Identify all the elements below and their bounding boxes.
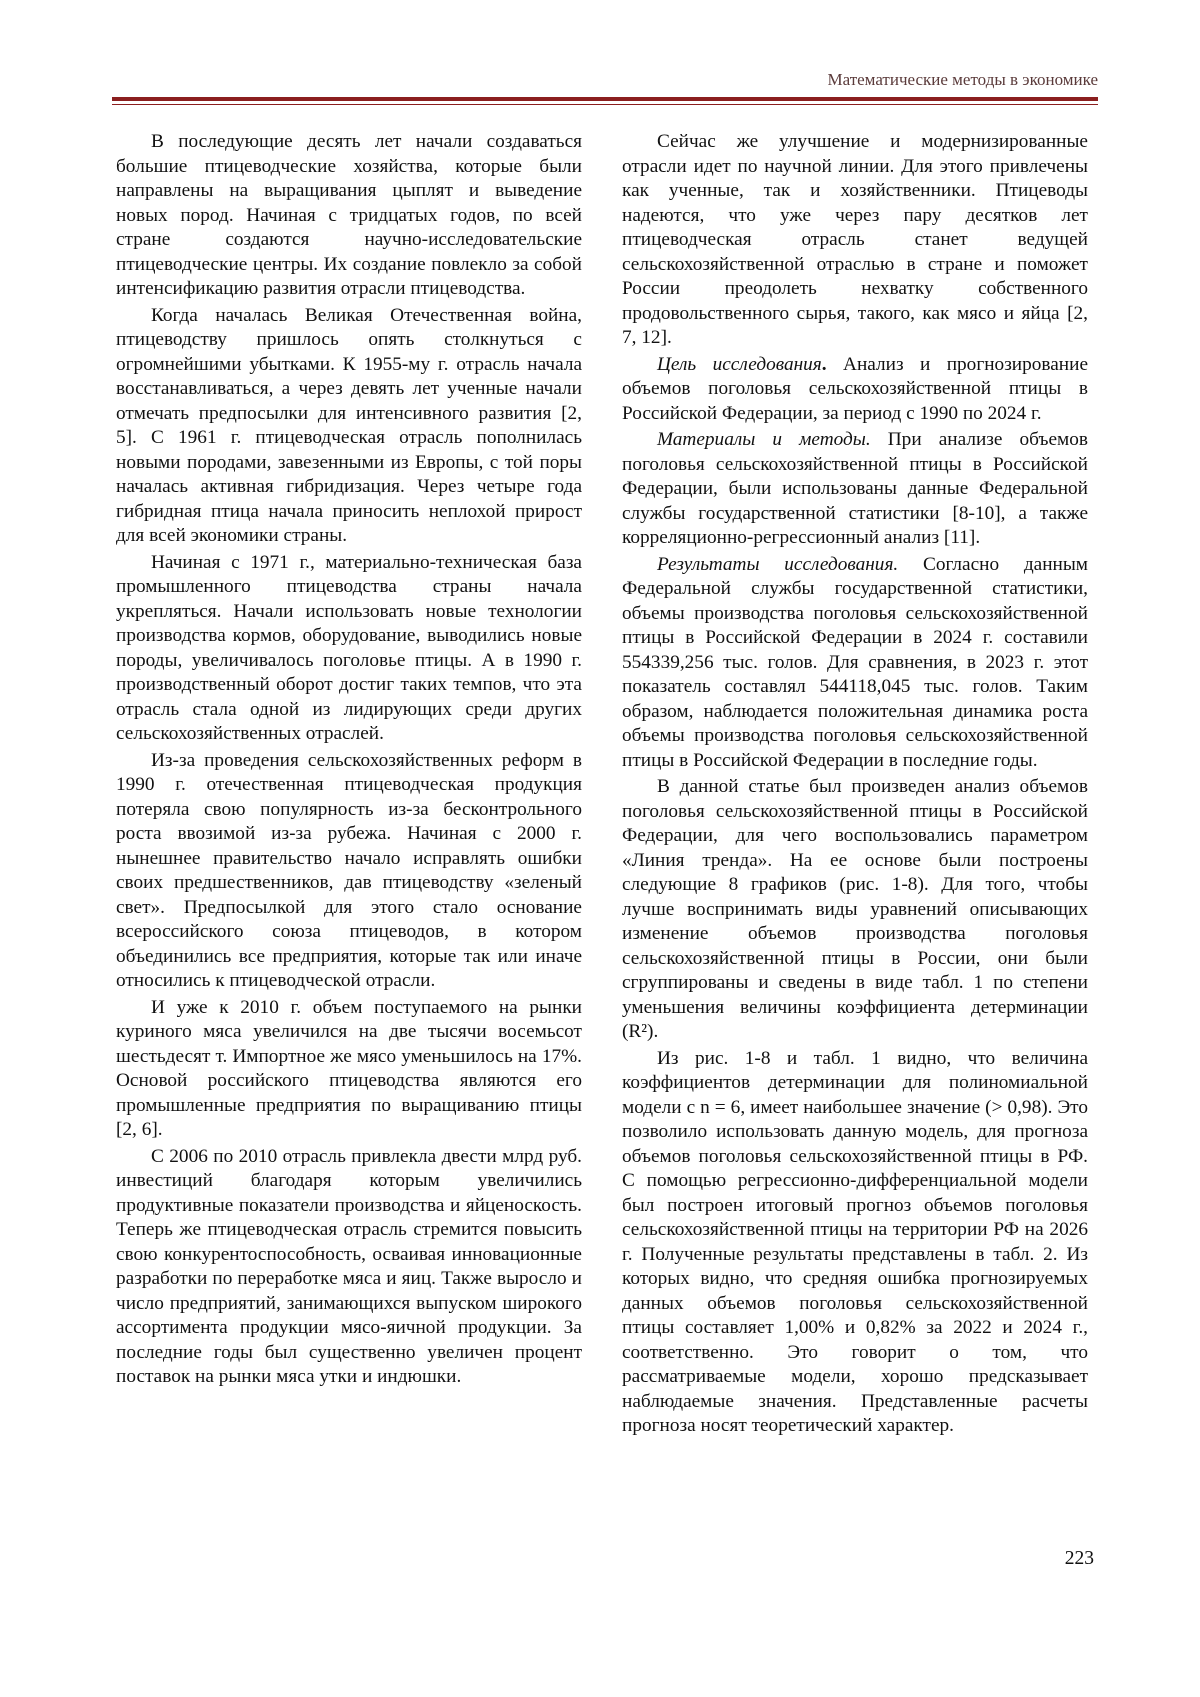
section-label-methods: Материалы и методы. bbox=[657, 429, 871, 450]
running-head-title: Математические методы в экономике bbox=[827, 70, 1098, 89]
section-label-dot: . bbox=[821, 353, 827, 375]
page-number: 223 bbox=[1064, 1548, 1094, 1569]
research-goal-paragraph bbox=[622, 353, 1088, 427]
paragraph: В последующие десять лет начали создаваться большие птицеводческие хозяйства, которые были направлены на выращивания цыплят и выведение новых пород. Начиная с тридцатых годов, по всей стране создаются научно-исследовательские птицеводческие центры. Их создание повлекло за собой интенсификацию развития отрасли птицеводства. bbox=[116, 131, 582, 299]
paragraph: Из рис. 1-8 и табл. 1 видно, что величина коэффициентов детерминации для полиномиальной модели с n = 6, имеет наибольшее значение (> 0,98). Это позволило использовать данную модель, для прогноза объемов поголовья сельскохозяйственной птицы в РФ. С помощью регрессионно-дифференциальной модели был построен итоговый прогноз объемов поголовья сельскохозяйственной птицы на территории РФ на 2026 г. Полученные результаты представлены в табл. 2. Из которых видно, что средняя ошибка прогнозируемых данных объемов поголовья сельскохозяйственной птицы составляет 1,00% и 0,82% за 2022 и 2024 г., соответственно. Это говорит о том, что рассматриваемые модели, хорошо предсказывает наблюдаемые значения. Представленные расчеты прогноза носят теоретический характер. bbox=[622, 1047, 1088, 1436]
header-rule-thin bbox=[112, 104, 1098, 105]
paragraph: И уже к 2010 г. объем поступаемого на рынки куриного мяса увеличился на две тысячи восемьсот шестьдесят т. Импортное же мясо уменьшилось на 17%. Основой российского птицеводства являются его промышленные предприятия по выращиванию птицы [2, 6]. bbox=[116, 996, 582, 1140]
paragraph: Начиная с 1971 г., материально-техническая база промышленного птицеводства страны начала укрепляться. Начали использовать новые технологии производства кормов, оборудование, выводились новые породы, увеличивалось поголовье птицы. А в 1990 г. производственный оборот достиг таких темпов, что эта отрасль стала одной из лидирующих среди других сельскохозяйственных отраслей. bbox=[116, 551, 582, 744]
left-column bbox=[116, 130, 582, 1392]
right-column bbox=[622, 130, 1088, 1441]
paragraph: Из-за проведения сельскохозяйственных реформ в 1990 г. отечественная птицеводческая продукция потеряла свою популярность из-за бесконтрольного роста ввозимой из-за рубежа. Начиная с 2000 г. нынешнее правительство начало исправлять ошибки своих предшественников, дав птицеводству «зеленый свет». Предпосылкой для этого стало основание всероссийского союза птицеводов, в котором объединились все предприятия, которые так или иначе относились к птицеводческой отрасли. bbox=[116, 749, 582, 991]
paragraph: Когда началась Великая Отечественная война, птицеводству пришлось опять столкнуться с огромнейшими убытками. К 1955-му г. отрасль начала восстанавливаться, а через девять лет ученные начали отмечать предпосылки для интенсивного развития [2, 5]. С 1961 г. птицеводческая отрасль пополнилась новыми породами, завезенными из Европы, с той поры началась активная гибридизация. Через четыре года гибридная птица начала приносить неплохой прирост для всей экономики страны. bbox=[116, 304, 582, 546]
paragraph-text: Анализ и прогнозирование объемов поголовья сельскохозяйственной птицы в Российской Федерации, за период с 1990 по 2024 г. bbox=[622, 353, 1089, 424]
paragraph-text: Согласно данным Федеральной службы государственной статистики, объемы производства поголовья сельскохозяйственной птицы в Российской Федерации в 2024 г. составили 554339,256 тыс. голов. Для сравнения, в 2023 г. этот показатель составлял 544118,045 тыс. голов. Таким образом, наблюдается положительная динамика роста объемы производства поголовья сельскохозяйственной птицы в Российской Федерации в последние годы. bbox=[622, 553, 1088, 771]
paragraph: В данной статье был произведен анализ объемов поголовья сельскохозяйственной птицы в Российской Федерации, для чего воспользовались параметром «Линия тренда». На ее основе были построены следующие 8 графиков (рис. 1-8). Для того, чтобы лучше воспринимать виды уравнений описывающих изменение объемов производства поголовья сельскохозяйственной птицы в России, они были сгруппированы и сведены в виде табл. 1 по степени уменьшения величины коэффициента детерминации (R²). bbox=[622, 776, 1088, 1042]
results-paragraph bbox=[622, 553, 1088, 774]
materials-methods-paragraph bbox=[622, 428, 1088, 551]
paragraph: С 2006 по 2010 отрасль привлекла двести млрд руб. инвестиций благодаря которым увеличились продуктивные показатели производства и яйценоскость. Теперь же птицеводческая отрасль стремится повысить свою конкурентоспособность, осваивая инновационные разработки по переработке мяса и яиц. Также выросло и число предприятий, занимающихся выпуском широкого ассортимента продукции мясо-яичной продукции. За последние годы был существенно увеличен процент поставок на рынки мяса утки и индюшки. bbox=[116, 1145, 582, 1387]
paragraph-text: При анализе объемов поголовья сельскохозяйственной птицы в Российской Федерации, были использованы данные Федеральной службы государственной статистики [8-10], а также корреляционно-регрессионный анализ [11]. bbox=[622, 429, 1088, 548]
header-rule-thick bbox=[112, 97, 1098, 101]
paragraph: Сейчас же улучшение и модернизированные отрасли идет по научной линии. Для этого привлечены как ученные, так и хозяйственники. Птицеводы надеются, что уже через пару десятков лет птицеводческая отрасль станет ведущей сельскохозяйственной отраслью в стране и поможет России преодолеть нехватку собственного продовольственного сырья, такого, как мясо и яйца [2, 7, 12]. bbox=[622, 131, 1088, 348]
section-label-results: Результаты исследования. bbox=[657, 553, 899, 575]
section-label-goal: Цель исследования bbox=[657, 353, 822, 375]
